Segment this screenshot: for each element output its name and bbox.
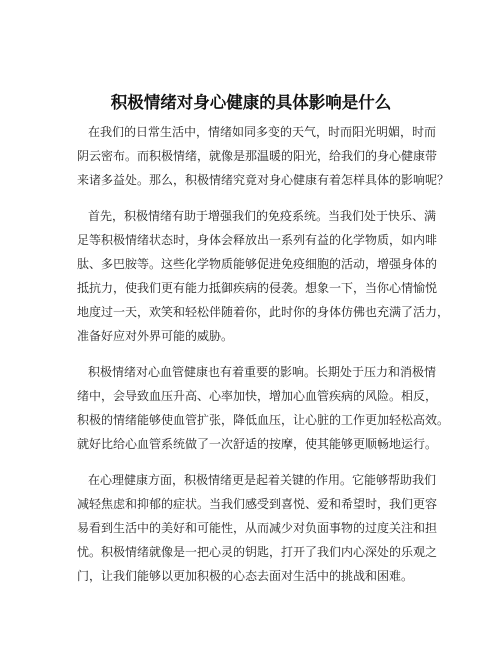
paragraph-line: 积极情绪对心血管健康也有着重要的影响。长期处于压力和消极情 xyxy=(88,365,437,379)
paragraph-line: 门，让我们能够以更加积极的心态去面对生活中的挑战和困难。 xyxy=(77,569,414,583)
paragraph-line: 易看到生活中的美好和可能性，从而减少对负面事物的过度关注和担 xyxy=(77,521,438,535)
paragraph-line: 肽、多巴胺等。这些化学物质能够促进免疫细胞的活动，增强身体的 xyxy=(77,257,438,271)
paragraph-line: 阴云密布。而积极情绪，就像是那温暖的阳光，给我们的身心健康带 xyxy=(77,149,438,163)
paragraph-line: 抵抗力，使我们更有能力抵御疾病的侵袭。想象一下，当你心情愉悦 xyxy=(77,281,438,295)
paragraph-line: 来诸多益处。那么，积极情绪究竟对身心健康有着怎样具体的影响呢？ xyxy=(77,173,450,187)
paragraph-line: 减轻焦虑和抑郁的症状。当我们感受到喜悦、爱和希望时，我们更容 xyxy=(77,497,438,511)
paragraph-line: 绪中，会导致血压升高、心率加快，增加心血管疾病的风险。相反， xyxy=(77,389,438,403)
paragraph-line: 忧。积极情绪就像是一把心灵的钥匙，打开了我们内心深处的乐观之 xyxy=(77,545,438,559)
document-title: 积极情绪对身心健康的具体影响是什么 xyxy=(110,93,392,112)
paragraph-line: 在心理健康方面，积极情绪更是起着关键的作用。它能够帮助我们 xyxy=(88,473,437,487)
paragraph-line: 准备好应对外界可能的威胁。 xyxy=(77,329,234,343)
paragraph-line: 地度过一天，欢笑和轻松伴随着你，此时你的身体仿佛也充满了活力， xyxy=(77,305,450,319)
paragraph-line: 在我们的日常生活中，情绪如同多变的天气，时而阳光明媚，时而 xyxy=(88,125,437,139)
paragraph-line: 足等积极情绪状态时，身体会释放出一系列有益的化学物质，如内啡 xyxy=(77,233,438,247)
paragraph-line: 首先，积极情绪有助于增强我们的免疫系统。当我们处于快乐、满 xyxy=(88,209,437,223)
paragraph-line: 积极的情绪能够使血管扩张，降低血压，让心脏的工作更加轻松高效。 xyxy=(77,413,450,427)
paragraph-line: 就好比给心血管系统做了一次舒适的按摩，使其能够更顺畅地运行。 xyxy=(77,437,438,451)
